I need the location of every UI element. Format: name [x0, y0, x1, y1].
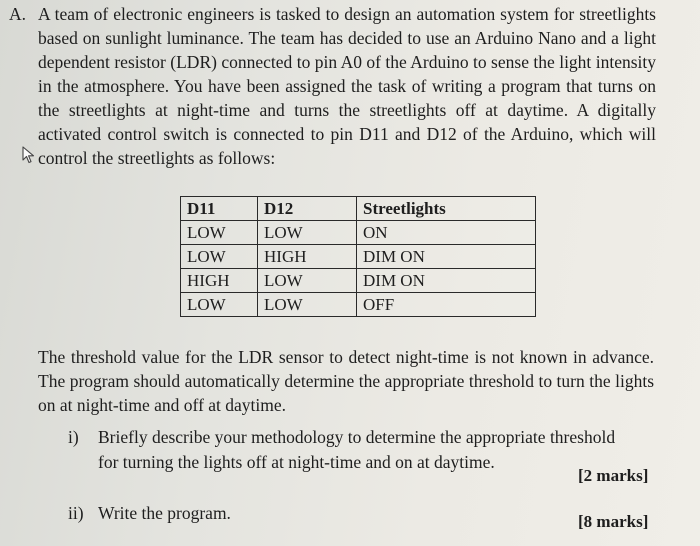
cell-d12: HIGH	[258, 245, 357, 269]
header-streetlights: Streetlights	[357, 197, 536, 221]
subquestion-ii-label: ii)	[68, 503, 84, 523]
subquestion-i-text-line1: Briefly describe your methodology to determine the appropriate threshold	[98, 427, 616, 447]
header-d11: D11	[181, 197, 258, 221]
table-row	[181, 269, 536, 293]
cell-d11: LOW	[181, 245, 258, 269]
header-d12: D12	[258, 197, 357, 221]
table-row	[181, 245, 536, 269]
subquestion-i-label: i)	[68, 427, 79, 447]
subquestion-ii-marks: [8 marks]	[578, 512, 649, 531]
threshold-paragraph: The threshold value for the LDR sensor to detect night-time is not known in advance. The program should automatically determine the appropriate threshold to turn the lights on at night-time and off at daytime.	[38, 347, 654, 415]
cell-streetlights: DIM ON	[357, 245, 536, 269]
table-row	[181, 293, 536, 317]
subquestion-ii-text: Write the program.	[98, 503, 231, 523]
cell-streetlights: OFF	[357, 293, 536, 317]
cell-d11: LOW	[181, 221, 258, 245]
cell-d12: LOW	[258, 269, 357, 293]
cell-d12: LOW	[258, 221, 357, 245]
cell-d12: LOW	[258, 293, 357, 317]
question-label: A.	[9, 4, 27, 24]
subquestion-i-marks: [2 marks]	[578, 466, 649, 485]
table-row	[181, 221, 536, 245]
question-intro: A team of electronic engineers is tasked to design an automation system for streetlights based on sunlight luminance. The team has decided to use an Arduino Nano and a light dependent resistor (LDR) connected to pin A0 of the Arduino to sense the light intensity in the atmosphere. You have been assigned the task of writing a program that turns on the streetlights at night-time and turns the streetlights off at daytime. A digitally activated control switch is connected to pin D11 and D12 of the Arduino, which will control the streetlights as follows:	[38, 4, 656, 168]
subquestion-i-text-line2: for turning the lights off at night-time and on at daytime.	[98, 452, 495, 472]
mouse-pointer-icon	[22, 146, 36, 169]
truth-table	[180, 196, 536, 317]
cell-streetlights: ON	[357, 221, 536, 245]
cell-d11: LOW	[181, 293, 258, 317]
cell-streetlights: DIM ON	[357, 269, 536, 293]
table-header-row	[181, 197, 536, 221]
cell-d11: HIGH	[181, 269, 258, 293]
